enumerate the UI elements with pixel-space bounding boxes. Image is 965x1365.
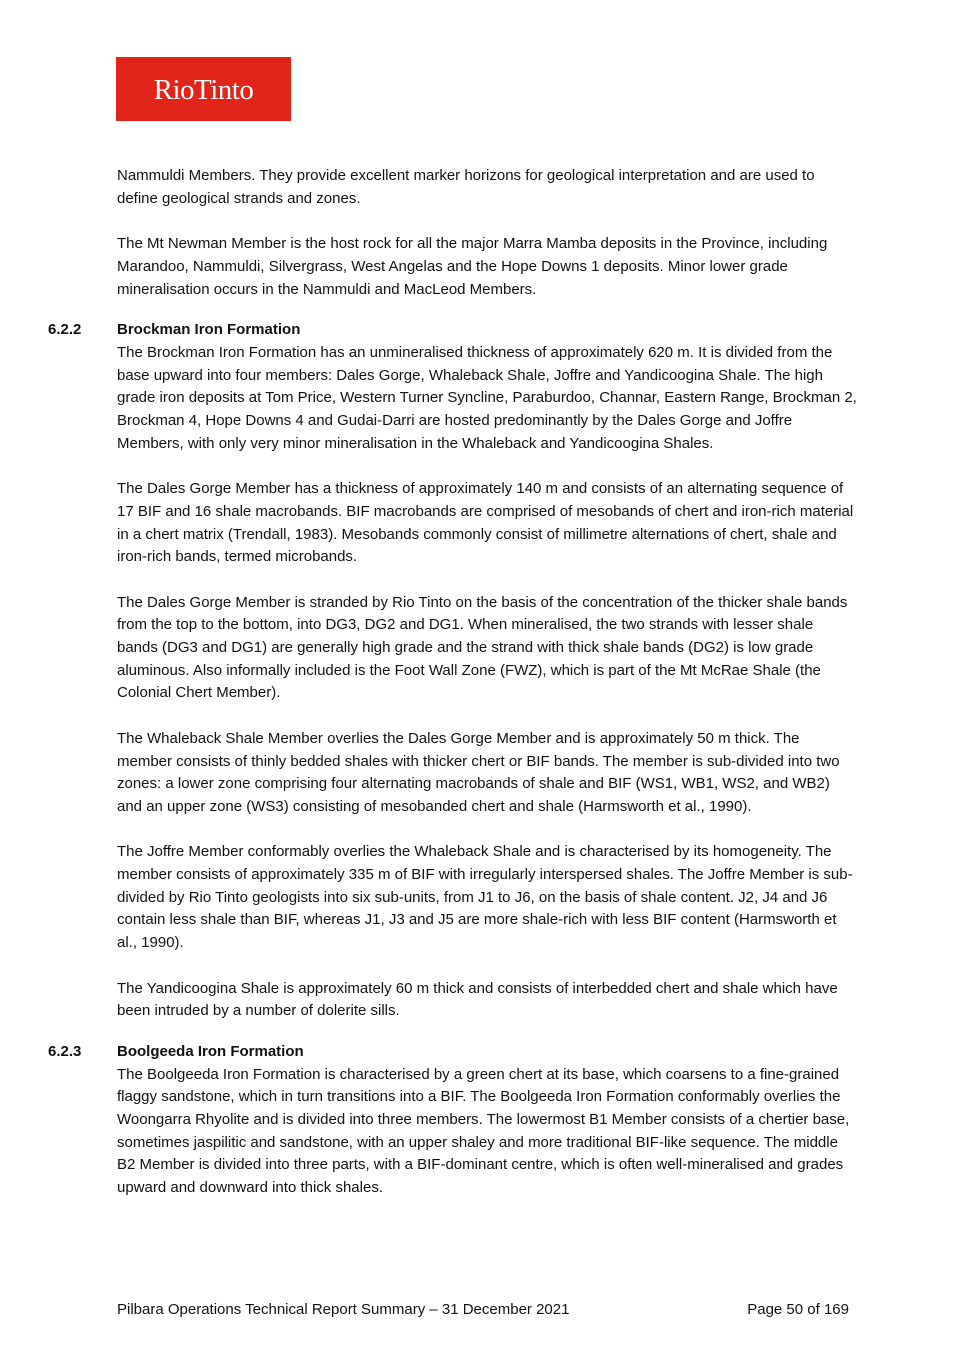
paragraph: The Mt Newman Member is the host rock for all the major Marra Mamba deposits in the Province, including Marandoo, Nammuldi, Silvergrass, West Angelas and the Hope Downs 1 deposits. Minor lower grade mineralisation occurs in the Nammuldi and MacLeod Members. (117, 235, 828, 298)
document-body (48, 165, 857, 1200)
paragraph: The Dales Gorge Member has a thickness of approximately 140 m and consists of an alternating sequence of 17 BIF and 16 shale macrobands. BIF macrobands are comprised of mesobands of chert and iron-rich material in a chert matrix (Trendall, 1983). Mesobands commonly consist of millimetre alternations of chert, shale and iron-rich bands, termed microbands. (117, 480, 854, 566)
section-6-2-3 (48, 1041, 857, 1200)
section-number: 6.2.3 (48, 1042, 82, 1060)
section-heading: Brockman Iron Formation (117, 321, 301, 339)
paragraph: The Whaleback Shale Member overlies the Dales Gorge Member and is approximately 50 m thick. The member consists of thinly bedded shales with thicker chert or BIF bands. The member is sub-divided into two zones: a lower zone comprising four alternating macrobands of shale and BIF (WS1, WB1, WS2, and WB2) and an upper zone (WS3) consisting of mesobanded chert and shale (Harmsworth et al., 1990). (117, 729, 840, 815)
paragraph: Nammuldi Members. They provide excellent marker horizons for geological interpretation and are used to define geological strands and zones. (117, 167, 815, 207)
paragraph: The Joffre Member conformably overlies the Whaleback Shale and is characterised by its homogeneity. The member consists of approximately 335 m of BIF with irregularly interspersed shales. The Joffre Member is sub-divided by Rio Tinto geologists into six sub-units, from J1 to J6, on the basis of shale content. J2, J4 and J6 contain less shale than BIF, whereas J1, J3 and J5 are more shale-rich with less BIF content (Harmsworth et al., 1990). (117, 843, 853, 952)
footer-title: Pilbara Operations Technical Report Summary – 31 December 2021 (117, 1301, 570, 1318)
rio-tinto-logo (116, 57, 291, 121)
page-footer (117, 1299, 849, 1321)
paragraph: The Yandicoogina Shale is approximately 60 m thick and consists of interbedded chert and shale which have been intruded by a number of dolerite sills. (117, 979, 838, 1020)
paragraph: The Boolgeeda Iron Formation is characterised by a green chert at its base, which coarsens to a fine-grained flaggy sandstone, which in turn transitions into a BIF. The Boolgeeda Iron Formation conformably overlies the Woongarra Rhyolite and is divided into three members. The lowermost B1 Member consists of a chertier base, sometimes jaspilitic and sandstone, with an upper shaley and more traditional BIF-like sequence. The middle B2 Member is divided into three parts, with a BIF-dominant centre, which is often well-mineralised and grades upward and downward into thick shales. (117, 1065, 850, 1197)
section-6-2-2 (48, 319, 857, 1023)
logo-text: RioTinto (153, 73, 254, 106)
page-number: Page 50 of 169 (747, 1301, 849, 1318)
section-heading: Boolgeeda Iron Formation (117, 1042, 304, 1060)
section-number: 6.2.2 (48, 321, 82, 339)
paragraph: The Brockman Iron Formation has an unmineralised thickness of approximately 620 m. It is divided from the base upward into four members: Dales Gorge, Whaleback Shale, Joffre and Yandicoogina Shale. The high grade iron deposits at Tom Price, Western Turner Syncline, Paraburdoo, Channar, Eastern Range, Brockman 2, Brockman 4, Hope Downs 4 and Gudai-Darri are hosted predominantly by the Dales Gorge and Joffre Members, with only very minor mineralisation in the Whaleback and Yandicoogina Shales. (117, 343, 857, 452)
paragraph: The Dales Gorge Member is stranded by Rio Tinto on the basis of the concentration of the thicker shale bands from the top to the bottom, into DG3, DG2 and DG1. When mineralised, the two strands with lesser shale bands (DG3 and DG1) are generally high grade and the strand with thick shale bands (DG2) is low grade aluminous. Also informally included is the Foot Wall Zone (FWZ), which is part of the Mt McRae Shale (the Colonial Chert Member). (117, 593, 848, 702)
